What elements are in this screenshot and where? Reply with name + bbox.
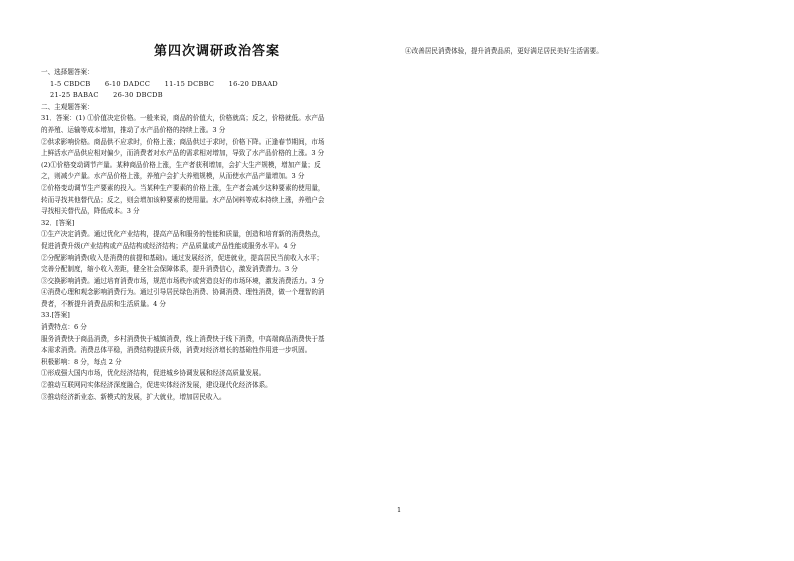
text-line: 之，则减少产量。水产品价格上涨，养殖户会扩大养殖规模，从而使水产品产量增加。3 分 — [41, 172, 305, 181]
text-line: 本需求消费。消费总体平稳，消费结构提质升级，消费对经济增长的基础性作用进一步巩固。 — [41, 346, 312, 355]
answer-row-2 — [41, 90, 393, 102]
text-line: ①生产决定消费。通过优化产业结构，提高产品和服务的性能和质量，创造和培育新的消费热点， — [41, 230, 325, 239]
section2-heading: 二、主观题答案： — [41, 102, 94, 111]
right-column — [405, 46, 765, 58]
page-number: 1 — [397, 506, 402, 514]
answer-group: 1-5 CBDCB — [50, 79, 91, 88]
text-line: ②分配影响消费(收入是消费的前提和基础)。通过发展经济，促进就业，提高居民当前收入水平； — [41, 253, 324, 262]
q31-block — [41, 113, 393, 217]
text-line: 寻找相关替代品，降低成本。3 分 — [41, 207, 140, 216]
text-line: 促进消费升级(产业结构或产品结构或经济结构；产品质量或产品性能或服务水平)。4 分 — [41, 241, 297, 250]
text-line: ④改善居民消费体验，提升消费品质，更好满足居民美好生活需要。 — [405, 47, 603, 55]
text-line: 消费特点：6 分 — [41, 323, 87, 332]
text-line: 上鲜活水产品供应相对偏少，而消费者对水产品的需求相对增加，导致了水产品价格的上涨。3 分 — [41, 149, 325, 158]
answer-group: 11-15 DCBBC — [164, 79, 215, 88]
text-line: ④消费心理和观念影响消费行为。通过引导居民绿色消费、协调消费、理性消费，做一个理智的消 — [41, 288, 325, 297]
section1-heading: 一、选择题答案： — [41, 68, 94, 76]
text-line: ②供求影响价格。商品供不应求时，价格上涨；商品供过于求时，价格下降。正逢春节期间，市场 — [41, 137, 325, 146]
left-column — [41, 40, 393, 403]
text-line: 完善分配制度，缩小收入差距，健全社会保障体系，提升消费信心，激发消费潜力。3 分 — [41, 265, 298, 274]
answer-group: 6-10 DADCC — [104, 79, 151, 88]
text-line: 32．[答案] — [41, 218, 75, 227]
answer-group: 16-20 DBAAD — [228, 79, 279, 88]
text-line: 积极影响：8 分，每点 2 分 — [41, 357, 122, 366]
answer-group: 26-30 DBCDB — [113, 91, 163, 100]
document-title: 第四次调研政治答案 — [153, 44, 280, 59]
q32-block — [41, 218, 393, 311]
q33-block — [41, 310, 393, 403]
text-line: 的养殖、运输等成本增加，推动了水产品价格的持续上涨。3 分 — [41, 125, 226, 134]
text-line: 费者，不断提升消费品质和生活质量。4 分 — [41, 299, 166, 308]
text-line: ③推动经济新业态、新模式的发展，扩大就业，增加居民收入。 — [41, 392, 226, 401]
text-line: 31．答案：(1) ①价值决定价格。一般来说，商品的价值大，价格就高；反之，价格就低。水产品 — [41, 114, 325, 123]
text-line: 转而寻找其他替代品；反之，则会增加该种要素的使用量。水产品饲料等成本持续上涨，养殖户会 — [41, 195, 325, 204]
text-line: 33.[答案] — [41, 311, 70, 320]
text-line: ②推动互联网同实体经济深度融合，促进实体经济发展，建设现代化经济体系。 — [41, 381, 272, 390]
text-line: (2)①价格变动调节产量。某种商品价格上涨，生产者获利增加，会扩大生产规模，增加产量；反 — [41, 160, 321, 169]
answer-group: 21-25 BABAC — [50, 91, 99, 100]
text-line: 服务消费快于商品消费，乡村消费快于城镇消费，线上消费快于线下消费，中高端商品消费快于基 — [41, 334, 325, 343]
answer-row-1 — [41, 79, 393, 91]
text-line: ①形成强大国内市场，优化经济结构，促进城乡协调发展和经济高质量发展。 — [41, 369, 266, 378]
text-line: ②价格变动调节生产要素的投入。当某种生产要素的价格上涨，生产者会减少这种要素的使用量， — [41, 183, 325, 192]
text-line: ③交换影响消费。通过培育消费市场，规范市场秩序或营造良好的市场环境，激发消费活力。3 分 — [41, 276, 325, 285]
